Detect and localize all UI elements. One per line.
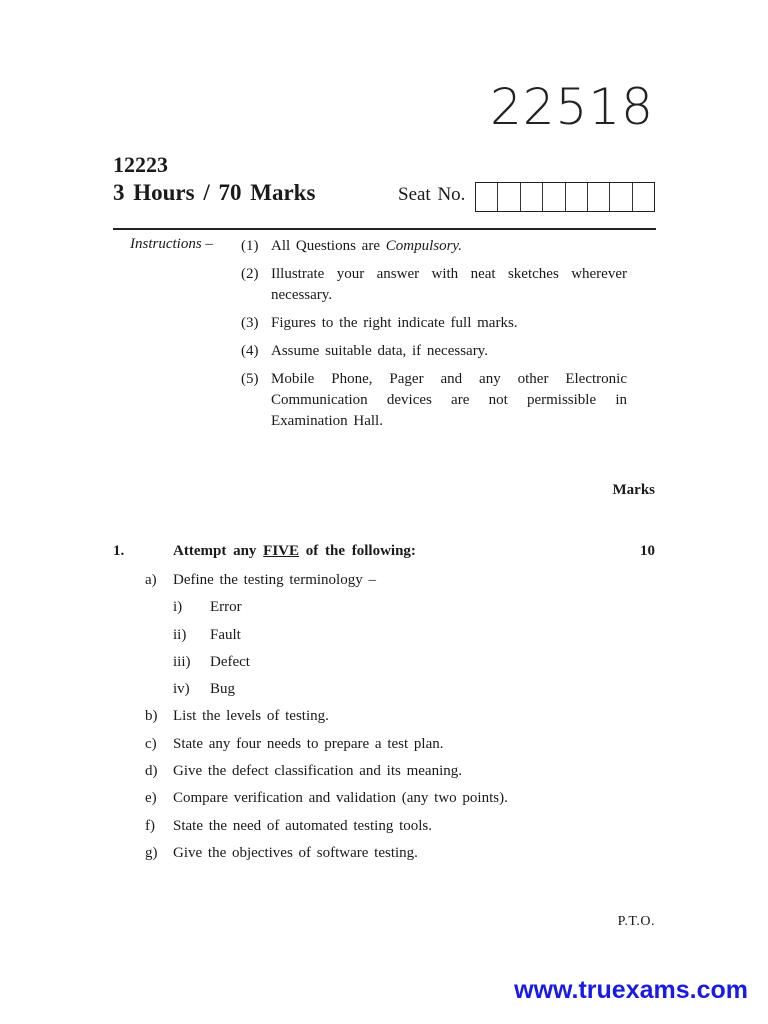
instruction-number: (4)	[241, 343, 259, 359]
seat-number-cell	[566, 183, 588, 211]
instruction-number: (1)	[241, 238, 259, 254]
part-text: List the levels of testing.	[173, 708, 329, 725]
question-heading	[173, 543, 416, 560]
part-text: State the need of automated testing tools.	[173, 817, 433, 834]
question-heading-underlined: FIVE	[263, 543, 299, 559]
page-turn-over: P.T.O.	[617, 914, 655, 929]
instructions-dash: –	[201, 236, 213, 252]
question-marks: 10	[640, 543, 655, 559]
part-letter: g)	[145, 844, 158, 861]
question-subpart	[145, 626, 665, 653]
part-letter: f)	[145, 817, 155, 834]
instruction-text: Illustrate your answer with neat sketches wherever necessary.	[271, 266, 627, 303]
part-letter: b)	[145, 708, 158, 725]
subpart-numeral: ii)	[173, 626, 187, 643]
instruction-text: Assume suitable data, if necessary.	[271, 343, 488, 359]
instruction-item	[241, 236, 627, 257]
part-letter: d)	[145, 763, 158, 780]
website-link[interactable]: www.truexams.com	[514, 976, 748, 1004]
instruction-text-plain: All Questions are	[271, 238, 386, 254]
question-part	[145, 571, 665, 598]
subpart-text: Error	[210, 599, 242, 616]
instructions-label-text: Instructions	[130, 236, 202, 252]
subpart-text: Bug	[210, 681, 236, 698]
seat-number-label: Seat No.	[398, 184, 466, 205]
question-parts	[145, 571, 665, 871]
subpart-numeral: i)	[173, 599, 183, 616]
seat-number-cell	[543, 183, 565, 211]
header-divider	[113, 228, 656, 230]
part-text: Give the defect classification and its meaning.	[173, 763, 462, 780]
part-text: State any four needs to prepare a test plan.	[173, 735, 444, 752]
part-text: Give the objectives of software testing.	[173, 844, 418, 861]
part-letter: a)	[145, 572, 157, 588]
instruction-number: (3)	[241, 315, 259, 331]
question-subpart	[145, 653, 665, 680]
instruction-text: Mobile Phone, Pager and any other Electronic Communication devices are not permissible in Examination Hall.	[271, 371, 627, 429]
subpart-numeral: iv)	[173, 681, 190, 698]
question-number: 1.	[113, 543, 125, 559]
part-letter: c)	[145, 735, 157, 752]
seat-number-cell	[498, 183, 520, 211]
subpart-text: Defect	[210, 653, 250, 670]
part-letter: e)	[145, 790, 157, 807]
question-part	[145, 817, 665, 844]
subpart-text: Fault	[210, 626, 241, 643]
part-text: Define the testing terminology –	[173, 572, 376, 588]
seat-number-cell	[588, 183, 610, 211]
instruction-text: Figures to the right indicate full marks.	[271, 315, 518, 331]
question-subpart	[145, 598, 665, 625]
seat-number-boxes	[475, 182, 655, 212]
subpart-numeral: iii)	[173, 653, 191, 670]
seat-number-cell	[521, 183, 543, 211]
instructions-label	[130, 236, 213, 253]
instruction-text	[271, 236, 627, 257]
instructions-list	[241, 236, 627, 439]
question-subpart	[145, 680, 665, 707]
subject-code: 12223	[113, 152, 168, 177]
instruction-item	[241, 264, 627, 306]
part-text: Compare verification and validation (any two points).	[173, 790, 508, 807]
instruction-item	[241, 313, 627, 334]
marks-column-heading: Marks	[612, 482, 655, 498]
instruction-number: (2)	[241, 266, 259, 282]
instruction-item	[241, 369, 627, 432]
paper-code: 22518	[489, 78, 654, 136]
question-part	[145, 707, 665, 734]
question-part	[145, 735, 665, 762]
question-part	[145, 844, 665, 871]
seat-number-cell	[476, 183, 498, 211]
duration-marks: 3 Hours / 70 Marks	[113, 180, 316, 205]
question-heading-pre: Attempt any	[173, 543, 264, 559]
seat-number-cell	[633, 183, 654, 211]
instruction-number: (5)	[241, 371, 259, 387]
instruction-item	[241, 341, 627, 362]
question-heading-post: of the following:	[299, 543, 416, 559]
question-part	[145, 762, 665, 789]
question-part	[145, 789, 665, 816]
seat-number-cell	[610, 183, 632, 211]
instruction-text-emphasis: Compulsory.	[385, 238, 462, 254]
